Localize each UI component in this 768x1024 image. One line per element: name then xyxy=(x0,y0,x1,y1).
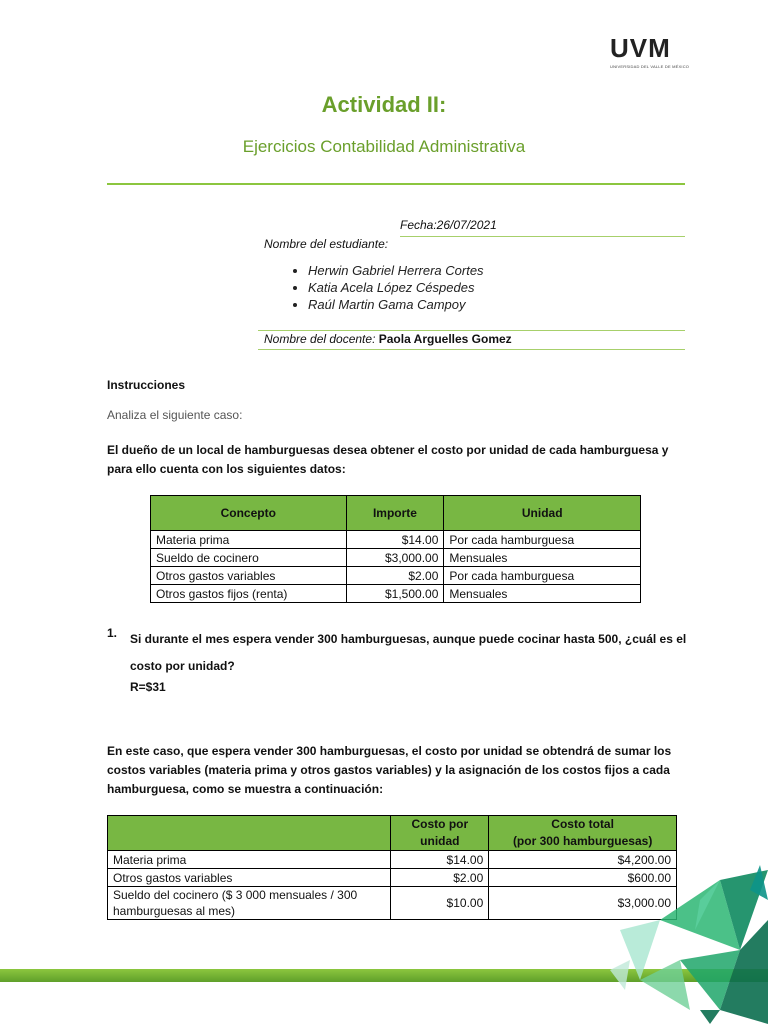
logo-text: UVM xyxy=(610,33,671,63)
teacher-top-divider xyxy=(258,330,685,331)
table-cell: Otros gastos fijos (renta) xyxy=(151,585,347,603)
table-cell: $14.00 xyxy=(346,531,444,549)
page-title: Actividad II: xyxy=(321,92,447,117)
table-row xyxy=(151,585,641,603)
teacher-name: Paola Arguelles Gomez xyxy=(378,332,512,346)
table-cell: $1,500.00 xyxy=(346,585,444,603)
teacher-label: Nombre del docente: xyxy=(264,332,376,346)
table-cell: $10.00 xyxy=(391,887,489,920)
explanation-text: En este caso, que espera vender 300 hamburguesas, el costo por unidad se obtendrá de sumar los costos variables (materia prima y otros gastos variables) y la asignación de los costos fijos a cada hamburguesa, como se muestra a continuación: xyxy=(107,744,672,796)
case-text: El dueño de un local de hamburguesas desea obtener el costo por unidad de cada hamburguesa y para ello cuenta con los siguientes datos: xyxy=(107,443,669,476)
table-row xyxy=(108,851,677,869)
student-item: • Herwin Gabriel Herrera Cortes xyxy=(308,262,484,279)
question-number: 1. xyxy=(107,626,118,640)
table-row xyxy=(151,531,641,549)
date-text: Fecha:26/07/2021 xyxy=(400,218,497,232)
table-header-row xyxy=(151,496,641,531)
title-divider xyxy=(107,183,685,185)
answer-text: R=$31 xyxy=(130,680,166,694)
column-header xyxy=(108,816,391,851)
date-divider xyxy=(400,236,685,237)
column-header: Importe xyxy=(346,496,444,531)
student-item: • Raúl Martin Gama Campoy xyxy=(308,296,484,313)
table-row xyxy=(108,869,677,887)
teacher-bottom-divider xyxy=(258,349,685,350)
student-list xyxy=(286,262,484,313)
table-cell: $3,000.00 xyxy=(489,887,677,920)
table-cell: $2.00 xyxy=(346,567,444,585)
table-cell: Por cada hamburguesa xyxy=(444,531,641,549)
column-header: Concepto xyxy=(151,496,347,531)
instructions-intro: Analiza el siguiente caso: xyxy=(107,408,243,422)
column-header: Costo total (por 300 hamburguesas) xyxy=(489,816,677,851)
table-cell: Sueldo de cocinero xyxy=(151,549,347,567)
logo-subtext: UNIVERSIDAD DEL VALLE DE MÉXICO xyxy=(610,64,690,69)
table-cell: Materia prima xyxy=(108,851,391,869)
table-header-row xyxy=(108,816,677,851)
cost-table xyxy=(107,815,677,920)
table-cell: $600.00 xyxy=(489,869,677,887)
table-cell: $4,200.00 xyxy=(489,851,677,869)
column-header: Costo por unidad xyxy=(391,816,489,851)
uvm-logo xyxy=(610,34,722,74)
table-cell: Otros gastos variables xyxy=(108,869,391,887)
table-cell: $3,000.00 xyxy=(346,549,444,567)
table-cell: Materia prima xyxy=(151,531,347,549)
table-row xyxy=(151,567,641,585)
table-cell: Mensuales xyxy=(444,585,641,603)
table-cell: $2.00 xyxy=(391,869,489,887)
decorative-polygon-graphic xyxy=(600,860,768,1024)
student-label: Nombre del estudiante: xyxy=(264,237,389,251)
table-cell: $14.00 xyxy=(391,851,489,869)
table-row xyxy=(151,549,641,567)
student-item: • Katia Acela López Céspedes xyxy=(308,279,484,296)
table-cell: Otros gastos variables xyxy=(151,567,347,585)
instructions-heading: Instrucciones xyxy=(107,378,186,392)
teacher-line xyxy=(264,332,512,346)
question-text: Si durante el mes espera vender 300 hamburguesas, aunque puede cocinar hasta 500, ¿cuál es el costo por unidad? xyxy=(130,632,687,673)
table-cell: Por cada hamburguesa xyxy=(444,567,641,585)
page-subtitle: Ejercicios Contabilidad Administrativa xyxy=(242,137,526,156)
column-header: Unidad xyxy=(444,496,641,531)
data-table xyxy=(150,495,641,603)
table-row xyxy=(108,887,677,920)
table-cell: Mensuales xyxy=(444,549,641,567)
table-cell: Sueldo del cocinero ($ 3 000 mensuales / 300 hamburguesas al mes) xyxy=(108,887,391,920)
